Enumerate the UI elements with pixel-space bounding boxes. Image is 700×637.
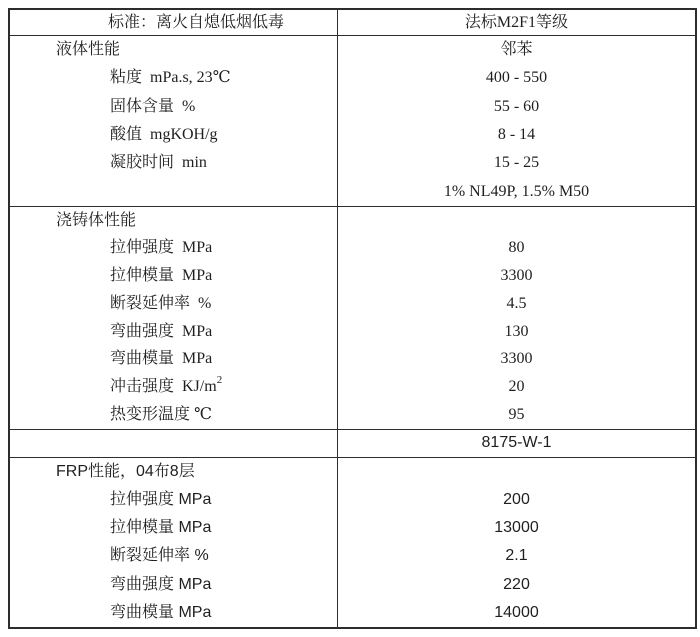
row-label-text: 拉伸强度 MPa — [110, 239, 213, 257]
row-value: 55 - 60 — [493, 97, 540, 115]
header-standard-cell — [10, 10, 338, 35]
row-label-cell — [10, 64, 338, 92]
row-label — [10, 240, 212, 256]
row-value: 14000 — [494, 603, 539, 621]
table-row — [10, 149, 695, 177]
row-label-text: 固体含量 % — [110, 97, 196, 115]
row-label — [10, 296, 211, 312]
row-value: 95 — [508, 405, 525, 423]
table-row — [10, 262, 695, 290]
row-label-cell — [10, 318, 338, 346]
row-label-cell — [10, 430, 338, 457]
row-value: 400 - 550 — [485, 69, 548, 87]
row-label-cell — [10, 121, 338, 149]
row-value-cell — [338, 346, 695, 374]
row-value-cell — [338, 262, 695, 290]
row-value: 3300 — [500, 350, 533, 368]
row-label-cell — [10, 207, 338, 235]
table-body — [10, 35, 695, 627]
row-label — [10, 520, 211, 536]
row-label — [10, 464, 195, 480]
row-value-cell — [338, 430, 695, 457]
row-label-cell — [10, 346, 338, 374]
row-value-cell — [338, 93, 695, 121]
table-row — [10, 318, 695, 346]
row-label-text: 凝胶时间 min — [110, 154, 207, 172]
row-value-cell — [338, 235, 695, 263]
row-value: 8 - 14 — [497, 126, 536, 144]
row-label-cell — [10, 262, 338, 290]
row-value-cell — [338, 318, 695, 346]
row-value-cell — [338, 458, 695, 486]
table-row — [10, 401, 695, 429]
row-label-cell — [10, 149, 338, 177]
row-label-text: 浇铸体性能 — [56, 211, 137, 229]
row-label — [10, 42, 120, 58]
row-value: 220 — [503, 575, 530, 593]
row-value: 13000 — [494, 519, 539, 537]
row-value: 邻苯 — [500, 41, 533, 59]
row-label-cell — [10, 514, 338, 542]
row-value-cell — [338, 486, 695, 514]
table-section-frp-properties — [10, 457, 695, 627]
row-label-cell — [10, 290, 338, 318]
row-label-text: 弯曲模量 MPa — [110, 350, 213, 368]
row-label-cell — [10, 235, 338, 263]
table-row — [10, 373, 695, 401]
row-label-text: 弯曲强度 MPa — [110, 322, 213, 340]
row-value-cell — [338, 149, 695, 177]
row-label-text: 酸值 mgKOH/g — [110, 126, 218, 144]
table-row — [10, 458, 695, 486]
row-label-cell — [10, 542, 338, 570]
row-label — [10, 268, 212, 284]
row-value: 8175-W-1 — [481, 434, 552, 452]
row-value-cell — [338, 599, 695, 627]
table-row — [10, 486, 695, 514]
row-label — [10, 577, 211, 593]
row-label-text: 冲击强度 KJ/m — [110, 378, 217, 396]
row-value: 2.1 — [505, 547, 528, 565]
header-grade-cell — [338, 10, 695, 35]
row-label-text: 拉伸模量 MPa — [110, 267, 213, 285]
row-value-cell — [338, 207, 695, 235]
row-label-cell — [10, 571, 338, 599]
row-label — [10, 99, 195, 115]
spec-table — [8, 8, 697, 629]
row-label-text: 液体性能 — [56, 41, 121, 59]
table-row — [10, 121, 695, 149]
row-value-cell — [338, 542, 695, 570]
row-label — [10, 407, 212, 423]
standard-label-text: 标准：离火自熄低烟低毒 — [108, 13, 285, 31]
table-row — [10, 346, 695, 374]
table-row — [10, 514, 695, 542]
row-value: 20 — [508, 378, 525, 396]
table-row — [10, 430, 695, 457]
row-label — [10, 373, 223, 396]
row-label-cell — [10, 177, 338, 205]
row-value-cell — [338, 290, 695, 318]
table-row — [10, 571, 695, 599]
row-label-cell — [10, 36, 338, 64]
row-label — [10, 324, 212, 340]
row-label — [10, 548, 209, 564]
table-row — [10, 599, 695, 627]
row-label-text: 弯曲模量 MPa — [110, 603, 212, 621]
row-label-cell — [10, 93, 338, 121]
table-section-liquid-properties — [10, 35, 695, 206]
row-label-text: 断裂延伸率 % — [110, 294, 212, 312]
row-value-cell — [338, 514, 695, 542]
row-value: 200 — [503, 491, 530, 509]
row-label-text: 弯曲强度 MPa — [110, 575, 212, 593]
table-row — [10, 235, 695, 263]
table-section-grade-code — [10, 429, 695, 457]
row-value-cell — [338, 177, 695, 205]
label-superscript: 2 — [216, 373, 223, 386]
row-value: 3300 — [500, 267, 533, 285]
row-label — [10, 127, 218, 143]
row-label-cell — [10, 599, 338, 627]
table-row — [10, 207, 695, 235]
row-value-cell — [338, 36, 695, 64]
row-value: 130 — [504, 322, 529, 340]
table-row — [10, 290, 695, 318]
table-row — [10, 93, 695, 121]
row-value-cell — [338, 64, 695, 92]
row-value: 1% NL49P, 1.5% M50 — [443, 182, 590, 200]
row-value-cell — [338, 373, 695, 401]
row-label — [10, 155, 207, 171]
row-label-cell — [10, 458, 338, 486]
table-section-casting-properties — [10, 206, 695, 429]
row-label-cell — [10, 486, 338, 514]
row-label-text: FRP性能，04布8层 — [56, 462, 195, 480]
row-label — [10, 492, 211, 508]
row-label-text: 拉伸强度 MPa — [110, 491, 212, 509]
table-row — [10, 36, 695, 64]
row-value: 4.5 — [506, 294, 527, 312]
row-value: 80 — [508, 239, 525, 257]
row-label-cell — [10, 373, 338, 401]
row-label-text: 热变形温度 ℃ — [110, 405, 212, 423]
row-label — [10, 605, 211, 621]
row-label-text: 粘度 mPa.s, 23℃ — [110, 69, 231, 87]
row-value: 15 - 25 — [493, 154, 540, 172]
row-value-cell — [338, 571, 695, 599]
row-label — [10, 213, 136, 229]
table-row — [10, 177, 695, 205]
row-label-cell — [10, 401, 338, 429]
table-header-row — [10, 10, 695, 35]
row-value-cell — [338, 401, 695, 429]
row-label-text: 断裂延伸率 % — [110, 547, 209, 565]
grade-label: 法标M2F1等级 — [464, 13, 569, 31]
row-label — [10, 351, 212, 367]
row-label-text: 拉伸模量 MPa — [110, 519, 212, 537]
table-row — [10, 542, 695, 570]
table-row — [10, 64, 695, 92]
row-label — [10, 70, 231, 86]
row-value-cell — [338, 121, 695, 149]
